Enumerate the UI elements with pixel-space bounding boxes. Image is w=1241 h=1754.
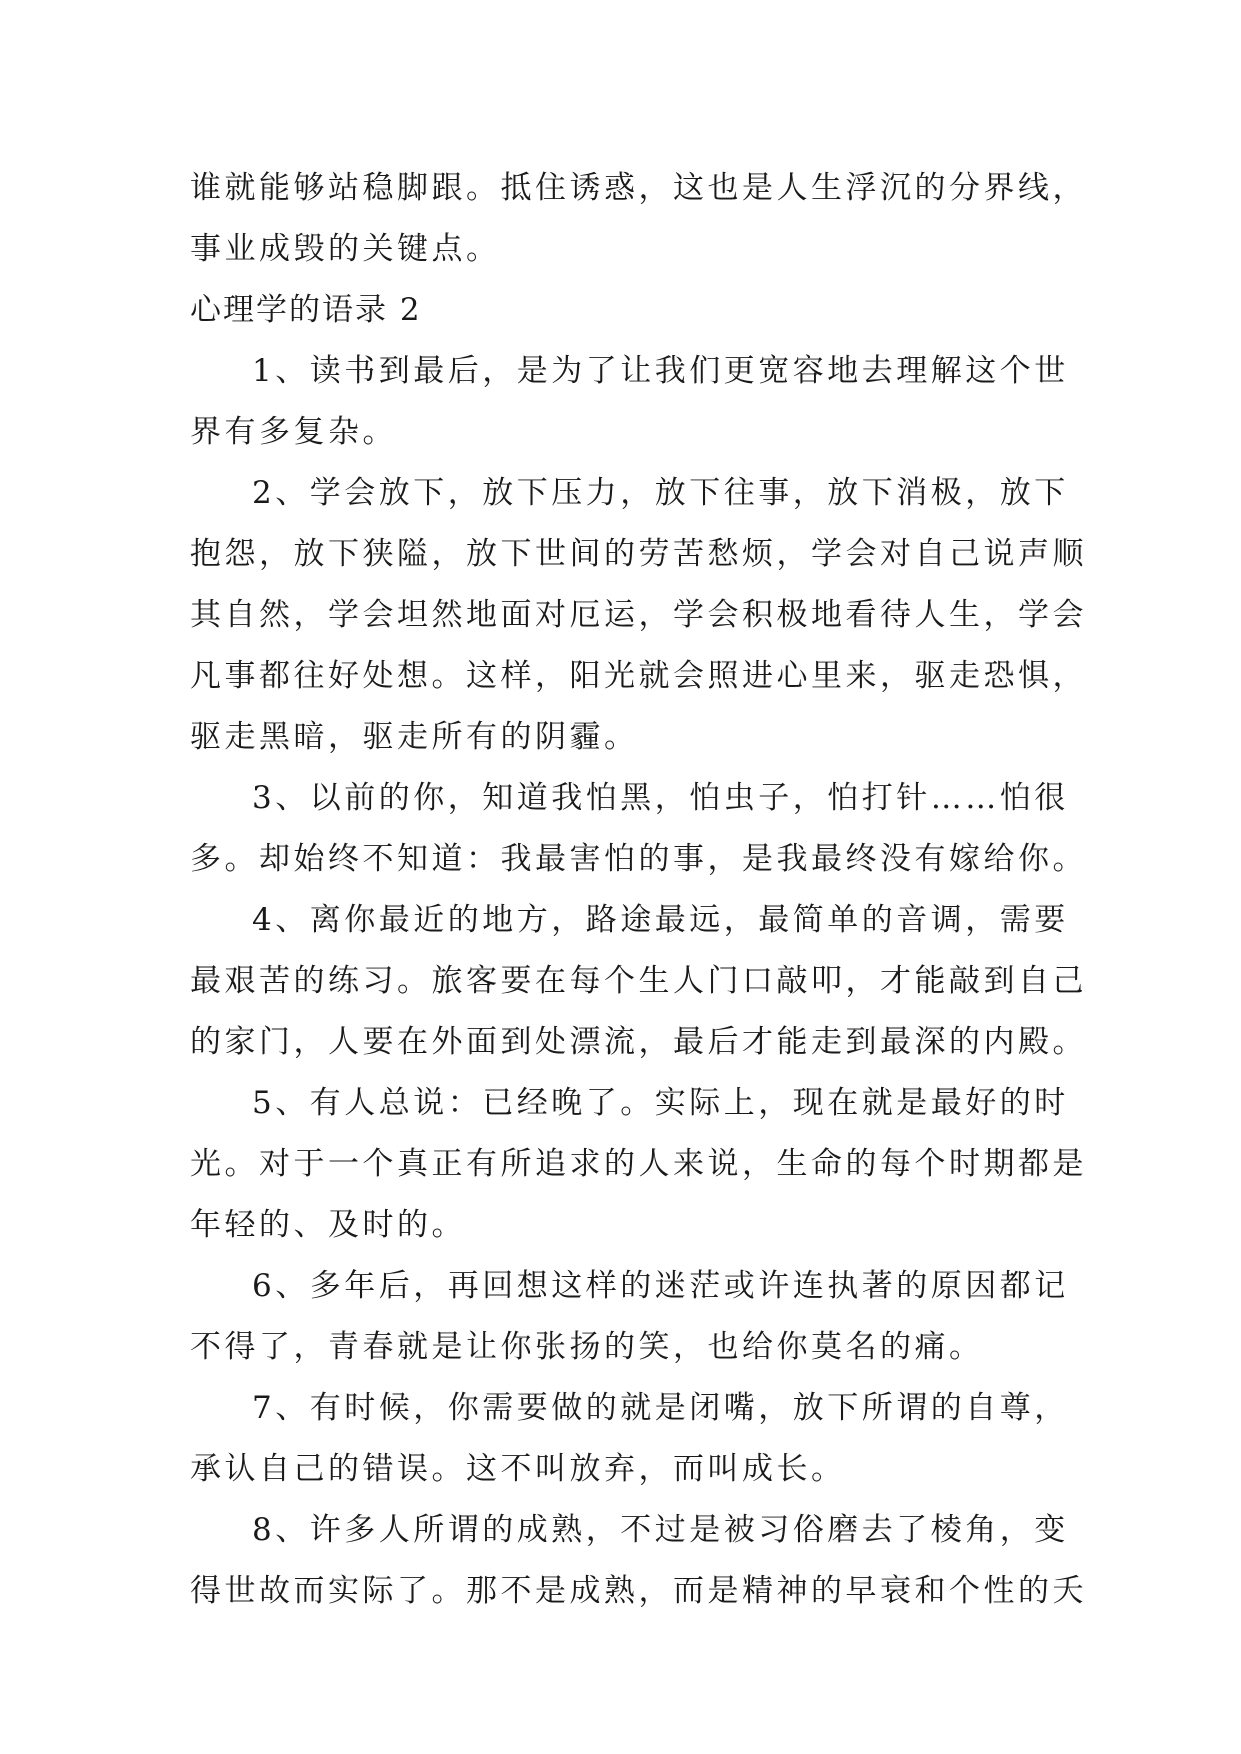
quote-paragraph-8 (190, 1500, 1087, 1622)
quote-line: 4、离你最近的地方，路途最远，最简单的音调，需要 (252, 902, 1069, 938)
quote-line: 年轻的、及时的。 (190, 1207, 466, 1243)
quote-line: 多。却始终不知道：我最害怕的事，是我最终没有嫁给你。 (190, 841, 1087, 877)
quote-line: 不得了，青春就是让你张扬的笑，也给你莫名的痛。 (190, 1329, 984, 1365)
quote-line: 得世故而实际了。那不是成熟，而是精神的早衰和个性的夭 (190, 1573, 1087, 1609)
quote-line: 6、多年后，再回想这样的迷茫或许连执著的原因都记 (252, 1268, 1069, 1304)
quote-line: 5、有人总说：已经晚了。实际上，现在就是最好的时 (252, 1085, 1069, 1121)
section-title: 心理学的语录 2 (190, 292, 422, 328)
quote-line: 1、读书到最后，是为了让我们更宽容地去理解这个世 (252, 353, 1069, 389)
quote-paragraph-5 (190, 1073, 1087, 1256)
quote-line: 承认自己的错误。这不叫放弃，而叫成长。 (190, 1451, 846, 1487)
quote-paragraph-2 (190, 463, 1087, 768)
quote-paragraph-1 (190, 341, 1069, 463)
quote-line: 驱走黑暗，驱走所有的阴霾。 (190, 719, 639, 755)
quote-line: 7、有时候，你需要做的就是闭嘴，放下所谓的自尊， (252, 1390, 1069, 1426)
quote-paragraph-7 (190, 1378, 1069, 1500)
quote-line: 最艰苦的练习。旅客要在每个生人门口敲叩，才能敲到自己 (190, 963, 1087, 999)
quote-line: 3、以前的你，知道我怕黑，怕虫子，怕打针……怕很 (252, 780, 1069, 816)
quote-paragraph-6 (190, 1256, 1069, 1378)
quote-line: 光。对于一个真正有所追求的人来说，生命的每个时期都是 (190, 1146, 1087, 1182)
intro-line: 谁就能够站稳脚跟。抵住诱惑，这也是人生浮沉的分界线， (190, 170, 1087, 206)
quote-line: 抱怨，放下狭隘，放下世间的劳苦愁烦，学会对自己说声顺 (190, 536, 1087, 572)
quote-line: 8、许多人所谓的成熟，不过是被习俗磨去了棱角，变 (252, 1512, 1069, 1548)
quote-line: 界有多复杂。 (190, 414, 397, 450)
quote-line: 的家门，人要在外面到处漂流，最后才能走到最深的内殿。 (190, 1024, 1087, 1060)
document-page (190, 158, 1087, 1622)
quote-line: 凡事都往好处想。这样，阳光就会照进心里来，驱走恐惧， (190, 658, 1087, 694)
quote-line: 2、学会放下，放下压力，放下往事，放下消极，放下 (252, 475, 1069, 511)
intro-line: 事业成毁的关键点。 (190, 231, 501, 267)
quote-paragraph-4 (190, 890, 1087, 1073)
quote-line: 其自然，学会坦然地面对厄运，学会积极地看待人生，学会 (190, 597, 1087, 633)
quote-paragraph-3 (190, 768, 1087, 890)
